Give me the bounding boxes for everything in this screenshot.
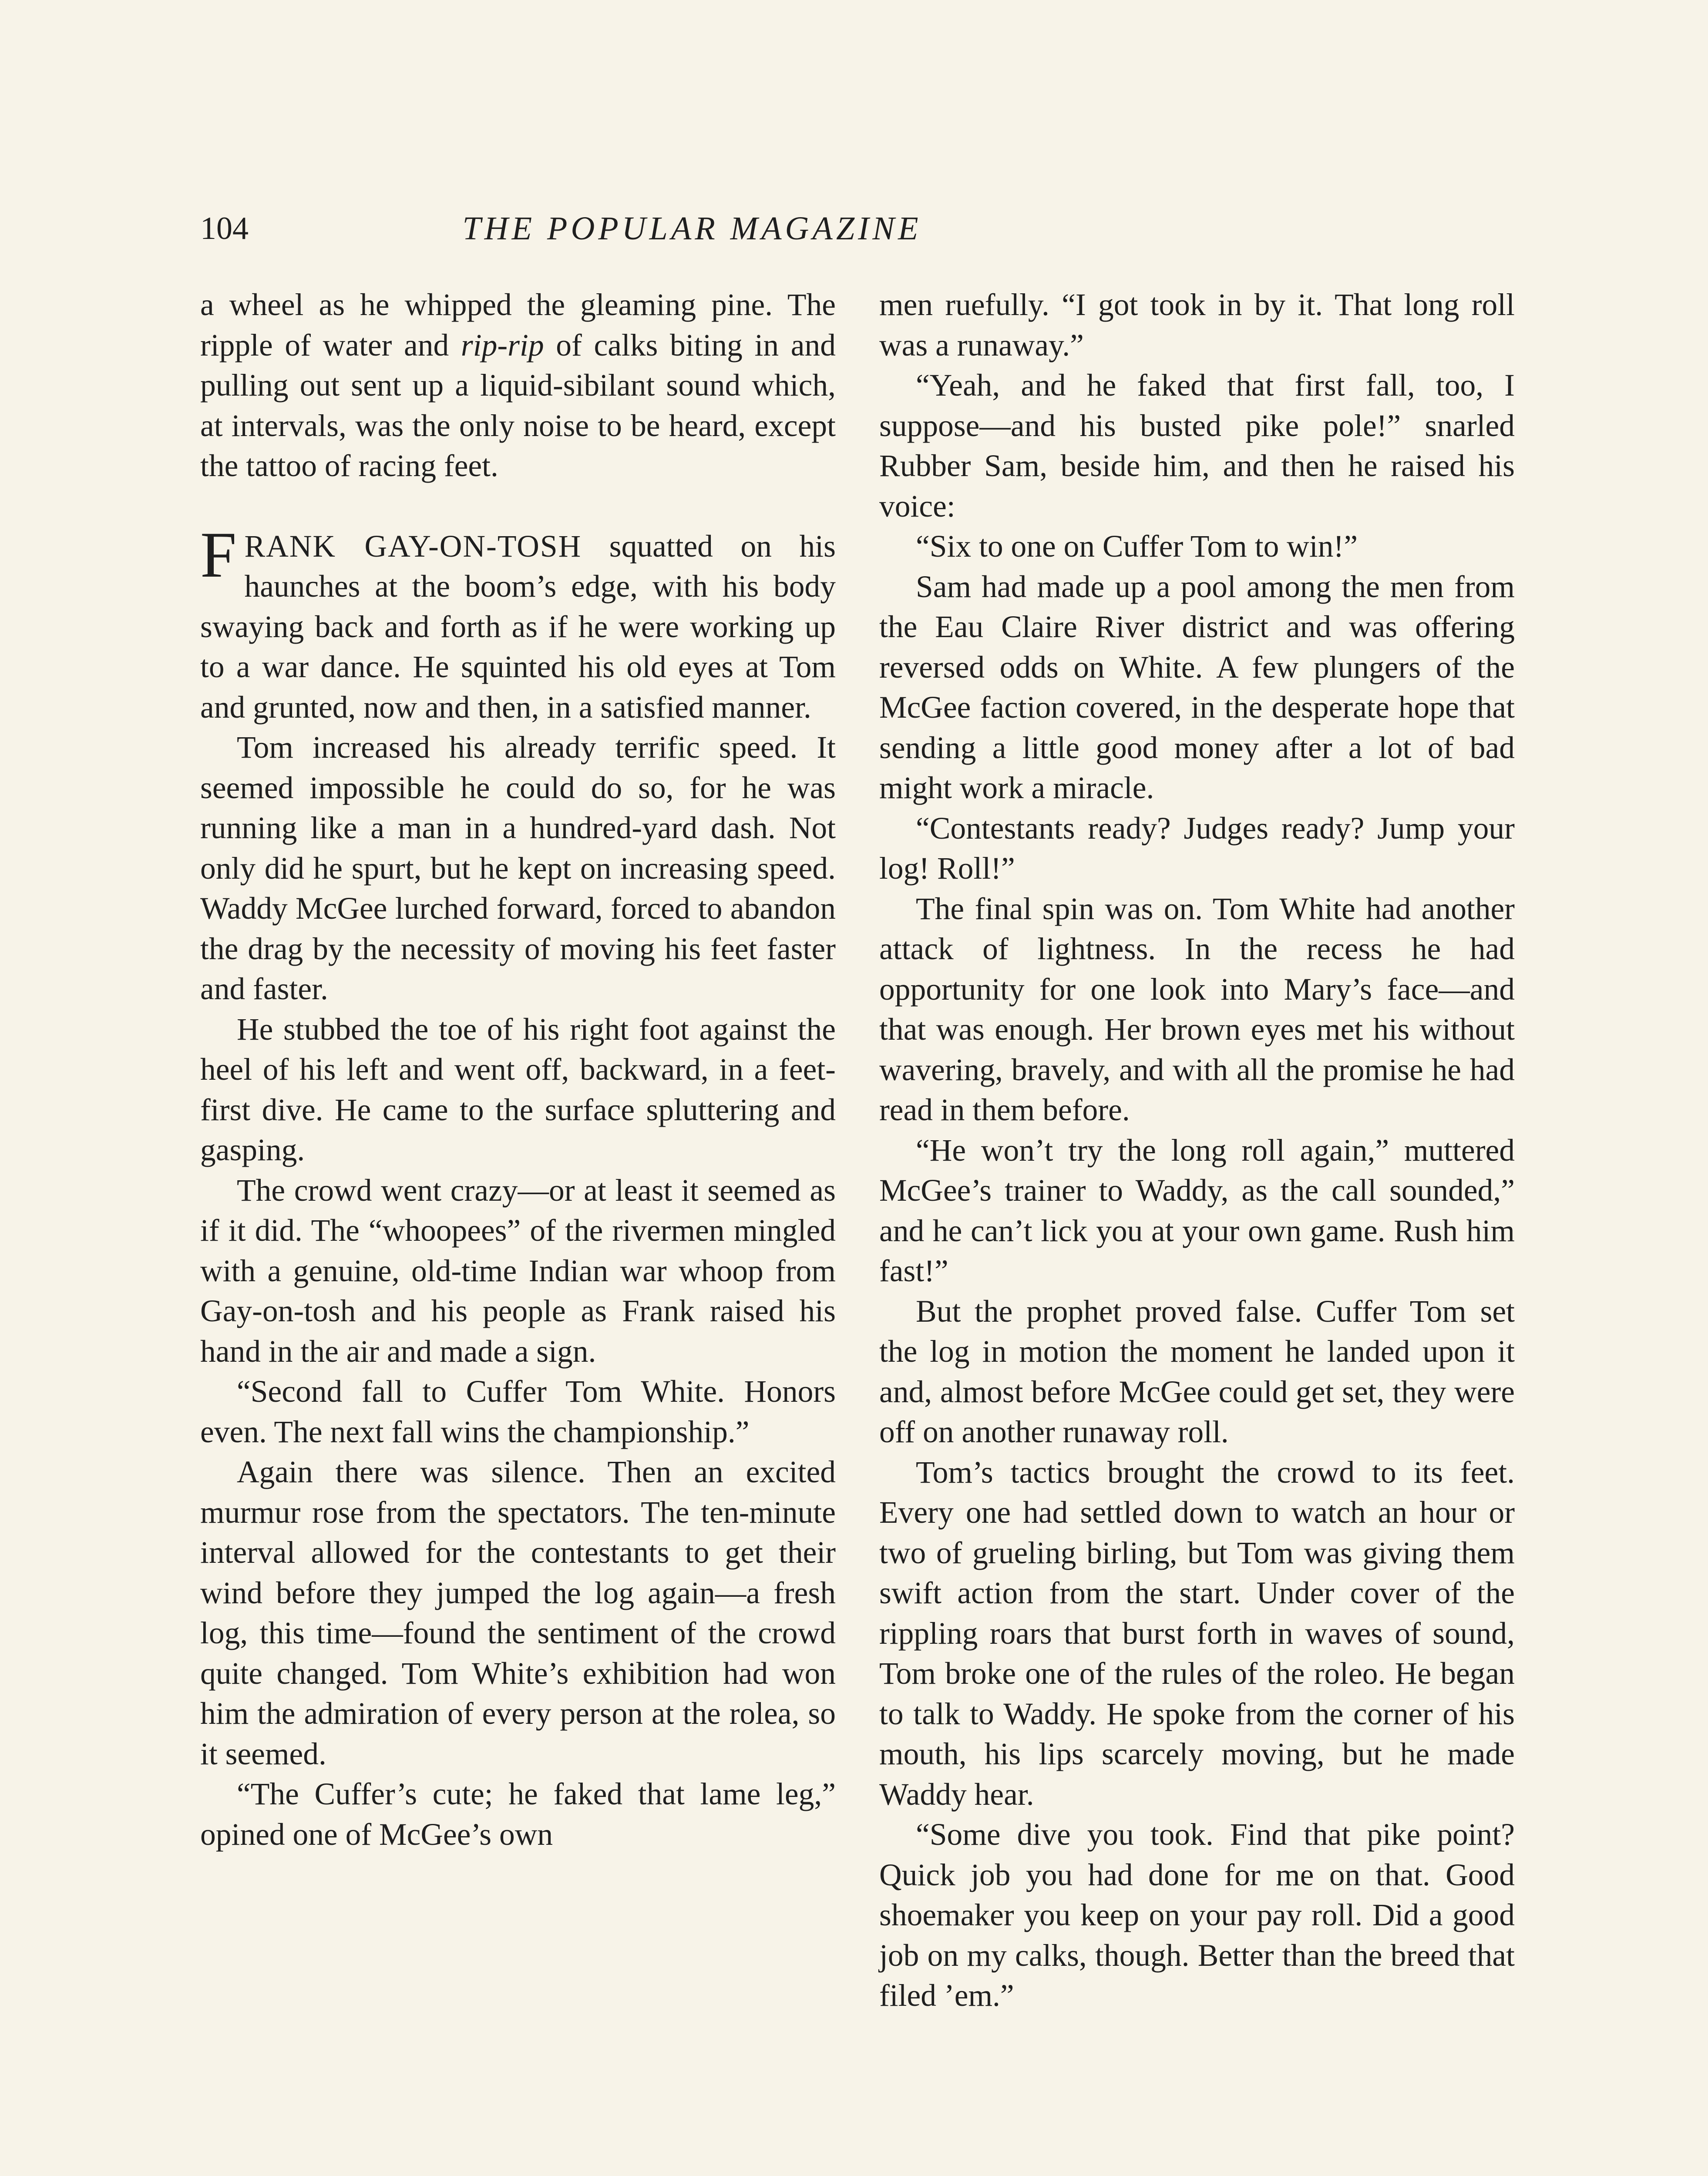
left-column: [200, 285, 836, 1855]
paragraph: [200, 285, 836, 487]
page-number: 104: [200, 211, 249, 246]
paragraph-text: of calks biting in and pulling out sent up a liquid-sibilant sound which, at intervals, was the only noise to be heard, except the tattoo of racing feet.: [200, 328, 836, 483]
paragraph: “Yeah, and he faked that first fall, too, I suppose—and his busted pike pole!” snarled Rubber Sam, beside him, and then he raised his voice:: [879, 368, 1515, 524]
paragraph: “Second fall to Cuffer Tom White. Honors even. The next fall wins the championship.”: [200, 1374, 836, 1449]
paragraph-text: squatted on his haunches at the boom’s edge, with his body swaying back and forth as if he were working up to a war dance. He squinted his old eyes at Tom and grunted, now and then, in a satisfied manner.: [200, 529, 836, 725]
paragraph-text: a wheel as he whipped the gleaming pine. The ripple of water and: [200, 288, 836, 363]
section-opening-paragraph: [200, 518, 836, 728]
paragraph: He stubbed the toe of his right foot against the heel of his left and went off, backward, in a feet-first dive. He came to the surface spluttering and gasping.: [200, 1012, 836, 1167]
paragraph: Tom increased his already terrific speed. It seemed impossible he could do so, for he was running like a man in a hundred-yard dash. Not only did he spurt, but he kept on increasing speed. Waddy McGee lurched forward, forced to abandon the drag by the necessity of moving his feet faster and faster.: [200, 730, 836, 1006]
paragraph: Sam had made up a pool among the men from the Eau Claire River district and was offering reversed odds on White. A few plungers of the McGee faction covered, in the desperate hope that sending a little good money after a lot of bad might work a miracle.: [879, 569, 1515, 805]
emphasis-text: rip-rip: [461, 328, 544, 363]
paragraph: “He won’t try the long roll again,” muttered McGee’s trainer to Waddy, as the call sounded,” and he can’t lick you at your own game. Rush him fast!”: [879, 1133, 1515, 1288]
paragraph: The final spin was on. Tom White had another attack of lightness. In the recess he had opportunity for one look into Mary’s face—and that was enough. Her brown eyes met his without wavering, bravely, and with all the promise he had read in them before.: [879, 891, 1515, 1127]
paragraph: “Contestants ready? Judges ready? Jump your log! Roll!”: [879, 811, 1515, 886]
running-title: THE POPULAR MAGAZINE: [462, 210, 922, 247]
drop-cap: F: [200, 518, 237, 591]
right-column: [879, 285, 1515, 2016]
paragraph: Again there was silence. Then an excited murmur rose from the spectators. The ten-minute interval allowed for the contestants to get their wind before they jumped the log again—a fresh log, this time—found the sentiment of the crowd quite changed. Tom White’s exhibition had won him the admiration of every person at the rolea, so it seemed.: [200, 1455, 836, 1771]
page-header: [200, 205, 1184, 252]
paragraph: “Six to one on Cuffer Tom to win!”: [916, 529, 1358, 564]
paragraph: “Some dive you took. Find that pike point? Quick job you had done for me on that. Good shoemaker you keep on your pay roll. Did a good job on my calks, though. Better than the breed that filed ’em.”: [879, 1817, 1515, 2013]
smallcaps-name: RANK GAY-ON-TOSH: [244, 529, 582, 564]
paragraph: Tom’s tactics brought the crowd to its feet. Every one had settled down to watch an hour or two of grueling birling, but Tom was giving them swift action from the start. Under cover of the rippling roars that burst forth in waves of sound, Tom broke one of the rules of the roleo. He began to talk to Waddy. He spoke from the corner of his mouth, his lips scarcely moving, but he made Waddy hear.: [879, 1455, 1515, 1812]
paragraph: men ruefully. “I got took in by it. That long roll was a runaway.”: [879, 288, 1515, 363]
paragraph: But the prophet proved false. Cuffer Tom set the log in motion the moment he landed upon it and, almost before McGee could get set, they were off on another runaway roll.: [879, 1294, 1515, 1449]
paragraph: The crowd went crazy—or at least it seemed as if it did. The “whoopees” of the rivermen mingled with a genuine, old-time Indian war whoop from Gay-on-tosh and his people as Frank raised his hand in the air and made a sign.: [200, 1173, 836, 1369]
paragraph: “The Cuffer’s cute; he faked that lame leg,” opined one of McGee’s own: [200, 1777, 836, 1852]
